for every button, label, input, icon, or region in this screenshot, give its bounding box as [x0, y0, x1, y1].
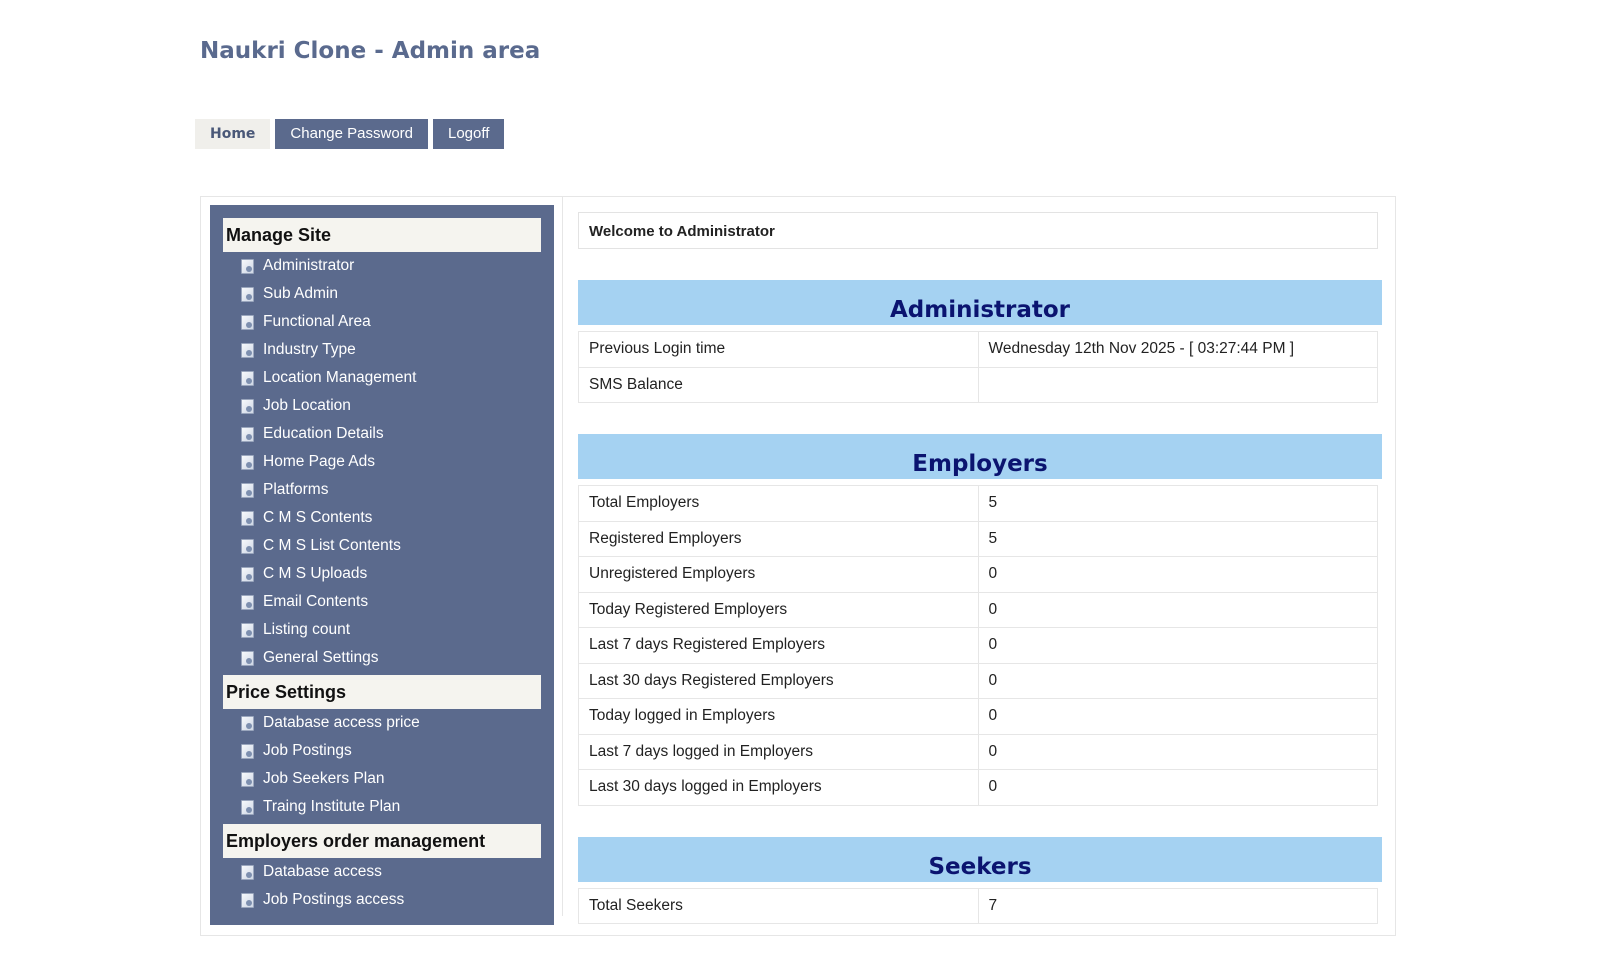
sidebar-item-label: Functional Area [263, 313, 371, 330]
sidebar-item-label: General Settings [263, 649, 379, 666]
top-navigation [195, 119, 504, 149]
sidebar-item-industry-type[interactable] [210, 336, 554, 364]
price-settings-list [210, 709, 554, 824]
sidebar-item-database-access[interactable] [210, 858, 554, 886]
sidebar-item-label: Location Management [263, 369, 417, 386]
sidebar-item-education-details[interactable] [210, 420, 554, 448]
table-row [579, 699, 1378, 735]
document-icon [241, 343, 254, 358]
sidebar-item-label: Email Contents [263, 593, 369, 610]
row-label: SMS Balance [579, 367, 979, 403]
row-value: 0 [978, 699, 1378, 735]
row-value [978, 367, 1378, 403]
sidebar-item-label: Administrator [263, 257, 355, 274]
row-label: Today logged in Employers [579, 699, 979, 735]
row-label: Previous Login time [579, 332, 979, 368]
document-icon [241, 427, 254, 442]
seekers-panel-title: Seekers [578, 837, 1382, 882]
table-row [579, 521, 1378, 557]
employers-panel-title: Employers [578, 434, 1382, 479]
administrator-table [578, 331, 1378, 403]
row-label: Last 30 days logged in Employers [579, 770, 979, 806]
document-icon [241, 800, 254, 815]
welcome-message: Welcome to Administrator [578, 212, 1378, 249]
document-icon [241, 716, 254, 731]
sidebar-item-sub-admin[interactable] [210, 280, 554, 308]
section-price-settings: Price Settings [223, 675, 541, 709]
row-label: Last 7 days Registered Employers [579, 628, 979, 664]
sidebar [210, 205, 554, 925]
row-value: 5 [978, 486, 1378, 522]
sidebar-item-label: C M S Contents [263, 509, 373, 526]
document-icon [241, 772, 254, 787]
document-icon [241, 483, 254, 498]
sidebar-item-label: Education Details [263, 425, 384, 442]
document-icon [241, 511, 254, 526]
sidebar-item-home-page-ads[interactable] [210, 448, 554, 476]
seekers-table [578, 888, 1378, 925]
row-value: 5 [978, 521, 1378, 557]
sidebar-item-job-postings[interactable] [210, 737, 554, 765]
row-value: 0 [978, 592, 1378, 628]
manage-site-list [210, 252, 554, 675]
document-icon [241, 865, 254, 880]
document-icon [241, 623, 254, 638]
sidebar-item-functional-area[interactable] [210, 308, 554, 336]
sidebar-item-label: Sub Admin [263, 285, 338, 302]
table-row [579, 663, 1378, 699]
change-password-tab[interactable]: Change Password [275, 119, 428, 149]
sidebar-item-c-m-s-list-contents[interactable] [210, 532, 554, 560]
sidebar-item-administrator[interactable] [210, 252, 554, 280]
sidebar-item-label: Home Page Ads [263, 453, 376, 470]
document-icon [241, 259, 254, 274]
section-employers-order-management: Employers order management [223, 824, 541, 858]
section-manage-site: Manage Site [223, 218, 541, 252]
sidebar-item-database-access-price[interactable] [210, 709, 554, 737]
sidebar-item-label: C M S List Contents [263, 537, 401, 554]
sidebar-item-c-m-s-uploads[interactable] [210, 560, 554, 588]
sidebar-item-label: Job Seekers Plan [263, 770, 385, 787]
sidebar-item-listing-count[interactable] [210, 616, 554, 644]
document-icon [241, 315, 254, 330]
document-icon [241, 651, 254, 666]
sidebar-item-traing-institute-plan[interactable] [210, 793, 554, 821]
row-value: 0 [978, 557, 1378, 593]
sidebar-item-label: Traing Institute Plan [263, 798, 401, 815]
home-tab[interactable]: Home [195, 119, 270, 149]
sidebar-item-label: Listing count [263, 621, 351, 638]
table-row [579, 770, 1378, 806]
document-icon [241, 371, 254, 386]
table-row [579, 734, 1378, 770]
sidebar-item-label: Platforms [263, 481, 329, 498]
row-label: Unregistered Employers [579, 557, 979, 593]
document-icon [241, 539, 254, 554]
row-value: 7 [978, 888, 1378, 924]
row-label: Last 7 days logged in Employers [579, 734, 979, 770]
table-row [579, 557, 1378, 593]
sidebar-item-platforms[interactable] [210, 476, 554, 504]
row-value: 0 [978, 770, 1378, 806]
table-row [579, 888, 1378, 924]
row-value: 0 [978, 734, 1378, 770]
row-label: Total Seekers [579, 888, 979, 924]
row-value: Wednesday 12th Nov 2025 - [ 03:27:44 PM ] [978, 332, 1378, 368]
table-row [579, 628, 1378, 664]
sidebar-item-label: Job Location [263, 397, 351, 414]
row-label: Registered Employers [579, 521, 979, 557]
document-icon [241, 567, 254, 582]
sidebar-item-job-seekers-plan[interactable] [210, 765, 554, 793]
document-icon [241, 595, 254, 610]
document-icon [241, 399, 254, 414]
row-value: 0 [978, 628, 1378, 664]
document-icon [241, 893, 254, 908]
main-content [578, 212, 1382, 955]
table-row [579, 592, 1378, 628]
sidebar-item-label: Industry Type [263, 341, 356, 358]
column-divider [562, 196, 563, 916]
table-row [579, 367, 1378, 403]
employers-order-list [210, 858, 554, 917]
sidebar-item-job-location[interactable] [210, 392, 554, 420]
sidebar-item-c-m-s-contents[interactable] [210, 504, 554, 532]
sidebar-item-label: Job Postings [263, 742, 352, 759]
document-icon [241, 744, 254, 759]
sidebar-item-label: Database access price [263, 714, 420, 731]
employers-table [578, 485, 1378, 806]
sidebar-item-label: C M S Uploads [263, 565, 368, 582]
site-title: Naukri Clone - Admin area [200, 38, 541, 64]
row-label: Last 30 days Registered Employers [579, 663, 979, 699]
sidebar-item-email-contents[interactable] [210, 588, 554, 616]
sidebar-item-label: Job Postings access [263, 891, 405, 908]
document-icon [241, 287, 254, 302]
logoff-tab[interactable]: Logoff [433, 119, 504, 149]
row-label: Today Registered Employers [579, 592, 979, 628]
sidebar-item-general-settings[interactable] [210, 644, 554, 672]
sidebar-item-label: Database access [263, 863, 382, 880]
administrator-panel-title: Administrator [578, 280, 1382, 325]
table-row [579, 486, 1378, 522]
table-row [579, 332, 1378, 368]
document-icon [241, 455, 254, 470]
sidebar-item-location-management[interactable] [210, 364, 554, 392]
row-label: Total Employers [579, 486, 979, 522]
row-value: 0 [978, 663, 1378, 699]
sidebar-item-job-postings-access[interactable] [210, 886, 554, 914]
